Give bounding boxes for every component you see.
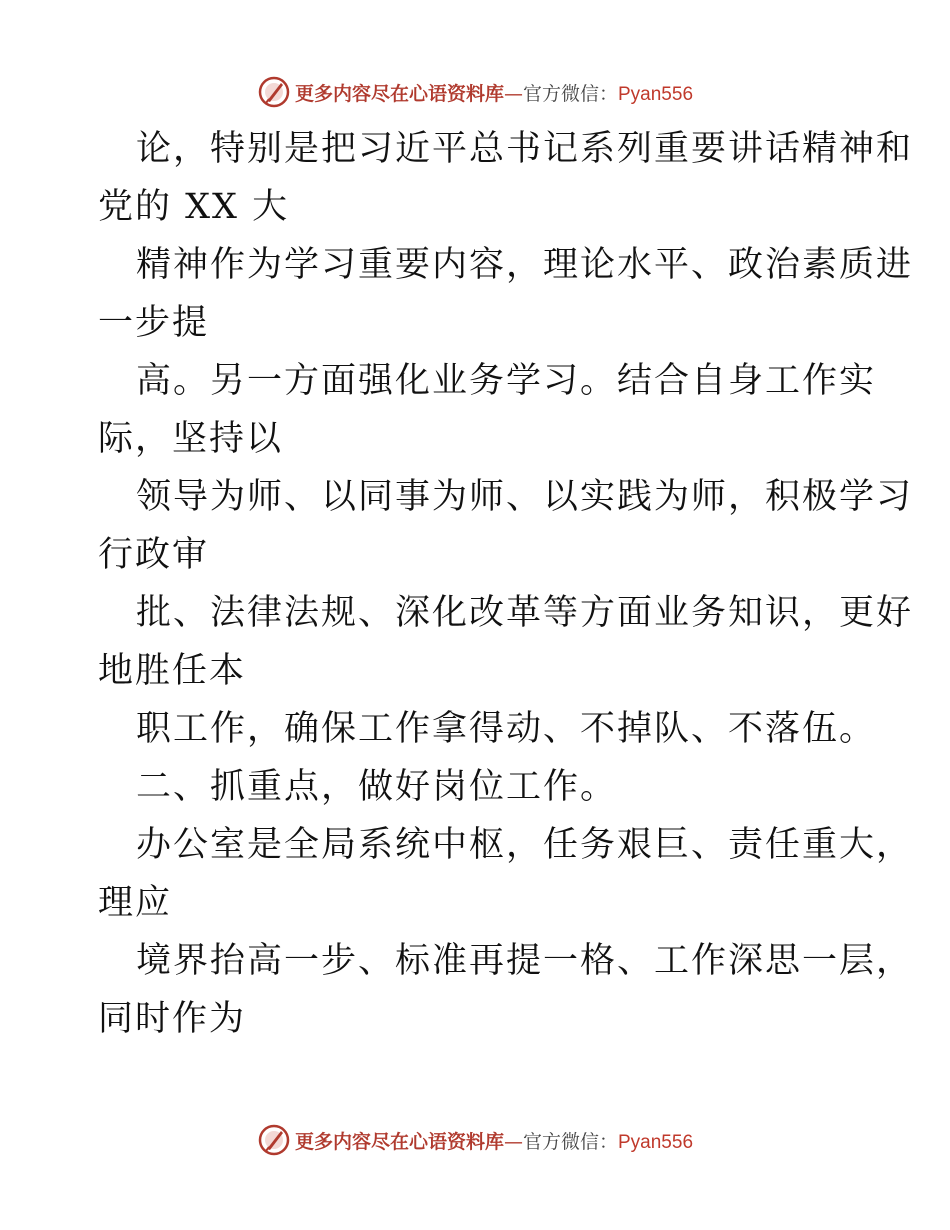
document-body [98, 120, 914, 1048]
text-line: 二、抓重点，做好岗位工作。 [136, 767, 618, 807]
watermark-label: 官方微信： [522, 82, 618, 105]
text-line: 高。另一方面强化业务学习。结合自身工作实 [136, 361, 877, 401]
text-line: 理应 [98, 883, 173, 923]
text-line: 党的 XX 大 [98, 187, 290, 227]
watermark-text [295, 79, 693, 106]
text-line: 职工作，确保工作拿得动、不掉队、不落伍。 [136, 709, 877, 749]
text-line: 领导为师、以同事为师、以实践为师，积极学习 [136, 477, 914, 517]
text-line: 精神作为学习重要内容，理论水平、政治素质进 [136, 245, 914, 285]
text-line: 批、法律法规、深化改革等方面业务知识，更好 [136, 593, 914, 633]
quill-logo-icon [257, 75, 291, 109]
text-line: 论，特别是把习近平总书记系列重要讲话精神和 [136, 129, 914, 169]
watermark-wechat-id: Pyan556 [618, 83, 694, 105]
text-line: 际，坚持以 [98, 419, 284, 459]
watermark-label: 官方微信： [522, 1130, 618, 1153]
text-line: 同时作为 [98, 999, 247, 1039]
text-line: 行政审 [98, 535, 210, 575]
text-line: 办公室是全局系统中枢，任务艰巨、责任重大， [136, 825, 914, 865]
watermark-brand: 更多内容尽在心语资料库 [294, 1130, 504, 1153]
text-line: 地胜任本 [98, 651, 247, 691]
watermark-text [295, 1127, 693, 1154]
quill-logo-icon [257, 1123, 291, 1157]
watermark-dash: — [503, 1130, 523, 1153]
text-line: 境界抬高一步、标准再提一格、工作深思一层， [136, 941, 914, 981]
watermark-brand: 更多内容尽在心语资料库 [294, 82, 504, 105]
watermark-wechat-id: Pyan556 [618, 1131, 694, 1153]
header-watermark [0, 72, 950, 112]
text-line: 一步提 [98, 303, 210, 343]
watermark-dash: — [503, 82, 523, 105]
footer-watermark [0, 1120, 950, 1160]
